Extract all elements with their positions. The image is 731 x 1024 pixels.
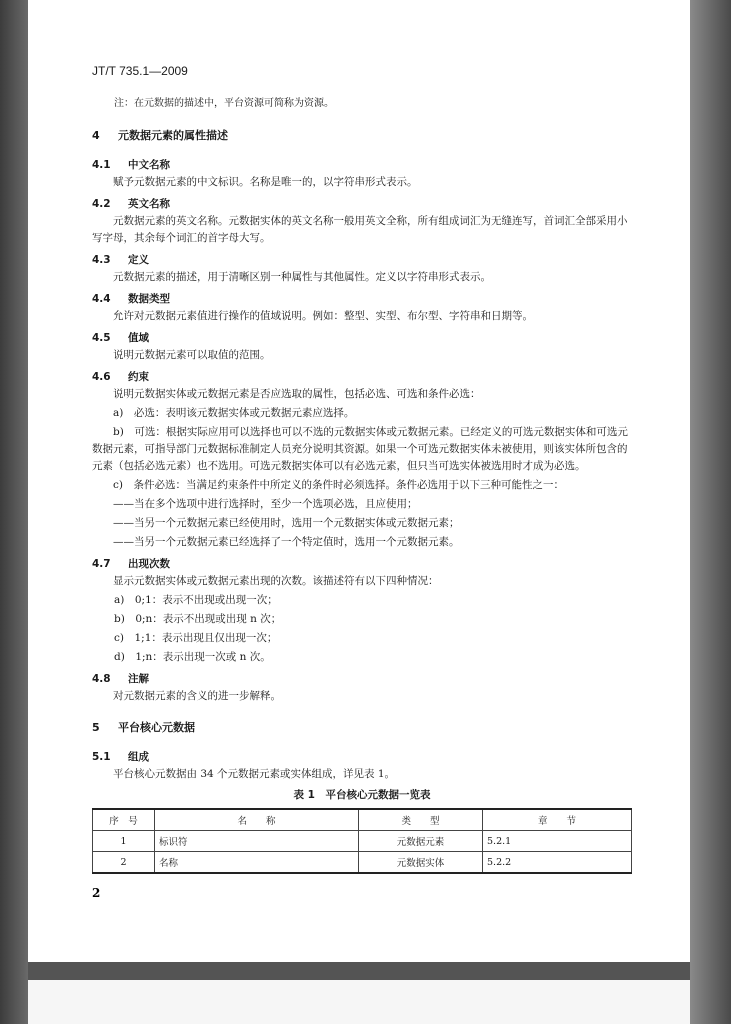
subsection-4-1-heading — [92, 157, 632, 172]
list-item: b) 0;n：表示不出现或出现 n 次； — [114, 613, 282, 625]
list-item: a) 必选：表明该元数据实体或元数据元素应选择。 — [113, 407, 355, 419]
dash-item: ——当另一个元数据元素已经选择了一个特定值时，选用一个元数据元素。 — [113, 536, 460, 548]
section-title: 平台核心元数据 — [118, 721, 195, 734]
list-item: c) 条件必选：当满足约束条件中所定义的条件时必须选择。条件必选用于以下三种可能性之一： — [113, 479, 564, 491]
list-item: d) 1;n：表示出现一次或 n 次。 — [114, 651, 271, 663]
subsection-4-4-heading — [92, 291, 632, 306]
subsection-title: 注解 — [128, 673, 149, 685]
section-5-heading — [92, 719, 632, 735]
dash-item: ——当在多个选项中进行选择时，至少一个选项必选，且应使用； — [113, 498, 418, 510]
right-margin-shadow — [690, 0, 731, 1024]
paragraph: 说明元数据实体或元数据元素是否应选取的属性，包括必选、可选和条件必选： — [113, 388, 481, 400]
subsection-title: 约束 — [128, 371, 149, 383]
table-cell: 2 — [93, 852, 155, 874]
subsection-number: 4.8 — [92, 673, 111, 685]
table-cell: 1 — [93, 831, 155, 852]
table-row — [93, 831, 632, 852]
subsection-number: 4.4 — [92, 293, 111, 305]
subsection-number: 4.2 — [92, 198, 111, 210]
subsection-number: 4.1 — [92, 159, 111, 171]
subsection-number: 4.5 — [92, 332, 111, 344]
subsection-number: 4.3 — [92, 254, 111, 266]
paragraph: 显示元数据实体或元数据元素出现的次数。该描述符有以下四种情况： — [113, 575, 439, 587]
paragraph: 元数据元素的英文名称。元数据实体的英文名称一般用英文全称，所有组成词汇为无缝连写，首词汇全部采用小写字母，其余每个词汇的首字母大写。 — [92, 215, 628, 244]
metadata-table — [92, 808, 632, 874]
table-header: 章 节 — [483, 809, 632, 831]
list-item: c) 1;1：表示出现且仅出现一次； — [114, 632, 278, 644]
subsection-title: 定义 — [128, 254, 149, 266]
note-text: 注：在元数据的描述中，平台资源可简称为资源。 — [114, 98, 334, 109]
subsection-4-2-heading — [92, 196, 632, 211]
paragraph: 说明元数据元素可以取值的范围。 — [113, 349, 271, 361]
subsection-4-5-heading — [92, 330, 632, 345]
table-title: 表 1 平台核心元数据一览表 — [293, 789, 431, 801]
list-item: a) 0;1：表示不出现或出现一次； — [114, 594, 278, 606]
subsection-title: 组成 — [128, 751, 149, 763]
subsection-4-6-heading — [92, 369, 632, 384]
subsection-title: 值域 — [128, 332, 149, 344]
subsection-number: 4.6 — [92, 371, 111, 383]
table-cell: 名称 — [155, 852, 359, 874]
table-cell: 5.2.1 — [483, 831, 632, 852]
section-title: 元数据元素的属性描述 — [118, 129, 228, 142]
table-header: 类 型 — [359, 809, 483, 831]
subsection-title: 英文名称 — [128, 198, 170, 210]
section-number: 5 — [92, 721, 100, 734]
paragraph: 平台核心元数据由 34 个元数据元素或实体组成，详见表 1。 — [113, 768, 396, 780]
paragraph: 允许对元数据元素值进行操作的值域说明。例如：整型、实型、布尔型、字符串和日期等。 — [113, 310, 533, 322]
paragraph: 对元数据元素的含义的进一步解释。 — [113, 690, 281, 702]
subsection-5-1-heading — [92, 749, 632, 764]
subsection-4-3-heading — [92, 252, 632, 267]
page-number: 2 — [92, 886, 101, 900]
subsection-title: 中文名称 — [128, 159, 170, 171]
table-cell: 标识符 — [155, 831, 359, 852]
table-header-row — [93, 809, 632, 831]
document-page — [28, 0, 690, 962]
subsection-4-8-heading — [92, 671, 632, 686]
list-item: b) 可选：根据实际应用可以选择也可以不选的元数据实体或元数据元素。已经定义的可选元数据实体和可选元数据元素，可指导部门元数据标准制定人员充分说明其资源。如果一个可选元数据实体未被使用，则该实体所包含的元素（包括必选元素）也不选用。可选元数据实体可以有必选元素，但只当可选实体被选用时才成为必选。 — [92, 426, 628, 472]
table-header: 序 号 — [93, 809, 155, 831]
standard-code: JT/T 735.1—2009 — [92, 64, 188, 78]
page-content — [92, 64, 632, 874]
subsection-number: 5.1 — [92, 751, 111, 763]
subsection-title: 数据类型 — [128, 293, 170, 305]
table-cell: 元数据实体 — [359, 852, 483, 874]
table-cell: 5.2.2 — [483, 852, 632, 874]
section-number: 4 — [92, 129, 100, 142]
paragraph: 赋予元数据元素的中文标识。名称是唯一的，以字符串形式表示。 — [113, 176, 418, 188]
dash-item: ——当另一个元数据元素已经使用时，选用一个元数据实体或元数据元素； — [113, 517, 460, 529]
next-page-edge — [28, 980, 690, 1024]
table-row — [93, 852, 632, 874]
table-cell: 元数据元素 — [359, 831, 483, 852]
section-4-heading — [92, 127, 632, 143]
left-margin-shadow — [0, 0, 28, 1024]
paragraph: 元数据元素的描述，用于清晰区别一种属性与其他属性。定义以字符串形式表示。 — [113, 271, 491, 283]
table-header: 名 称 — [155, 809, 359, 831]
subsection-number: 4.7 — [92, 558, 111, 570]
subsection-4-7-heading — [92, 556, 632, 571]
subsection-title: 出现次数 — [128, 558, 170, 570]
